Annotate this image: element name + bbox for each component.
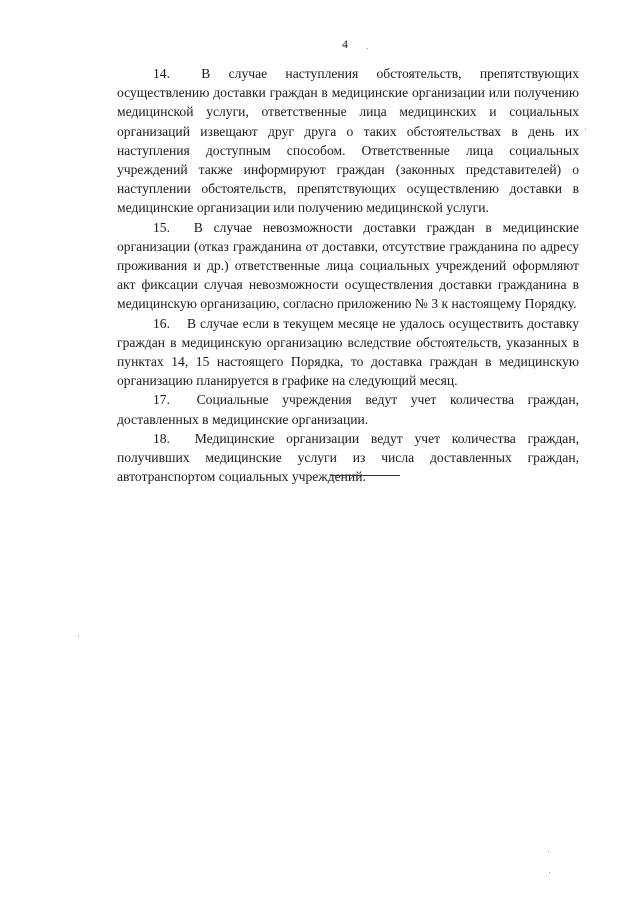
scan-speck [367,48,368,49]
paragraph-18 [117,429,579,487]
paragraph-text: Медицинские организации ведут учет количества граждан, получивших медицинские услуги из числа доставленных граждан, автотранспортом социальных учреждений. [117,430,579,485]
document-body [117,64,579,486]
paragraph-number: 18. [153,430,170,446]
page-number: 4 [342,37,348,51]
paragraph-number: 16. [153,315,170,331]
paragraph-15 [117,218,579,314]
scan-speck [78,636,79,637]
scan-speck [548,851,549,852]
paragraph-17 [117,390,579,428]
scan-speck [549,872,550,873]
paragraph-number: 15. [153,219,170,235]
paragraph-text: Социальные учреждения ведут учет количества граждан, доставленных в медицинские организации. [117,392,579,427]
paragraph-text: В случае невозможности доставки граждан в медицинские организации (отказ гражданина от доставки, отсутствие гражданина по адресу проживания и др.) ответственные лица социальных учреждений оформляют акт фиксации случая невозможности осуществления доставки гражданина в медицинскую организацию, согласно приложению № 3 к настоящему Порядку. [117,219,579,312]
paragraph-text: В случае наступления обстоятельств, препятствующих осуществлению доставки граждан в медицинские организации или получению медицинской услуги, ответственные лица медицинских и социальных организаций извещают друг друга о таких обстоятельствах в день их наступления доступным способом. Ответственные лица социальных учреждений также информируют граждан (законных представителей) о наступлении обстоятельств, препятствующих осуществлению доставки в медицинские организации или получению медицинской услуги. [117,66,579,216]
end-of-document-rule [330,475,400,476]
paragraph-number: 17. [153,392,170,408]
paragraph-text: В случае если в текущем месяце не удалось осуществить доставку граждан в медицинскую организацию вследствие обстоятельств, указанных в пунктах 14, 15 настоящего Порядка, то доставка граждан в медицинскую организацию планируется в графике на следующий месяц. [117,315,579,389]
scan-speck [585,129,586,130]
paragraph-16 [117,314,579,391]
paragraph-number: 14. [153,66,170,81]
paragraph-14 [117,64,579,218]
